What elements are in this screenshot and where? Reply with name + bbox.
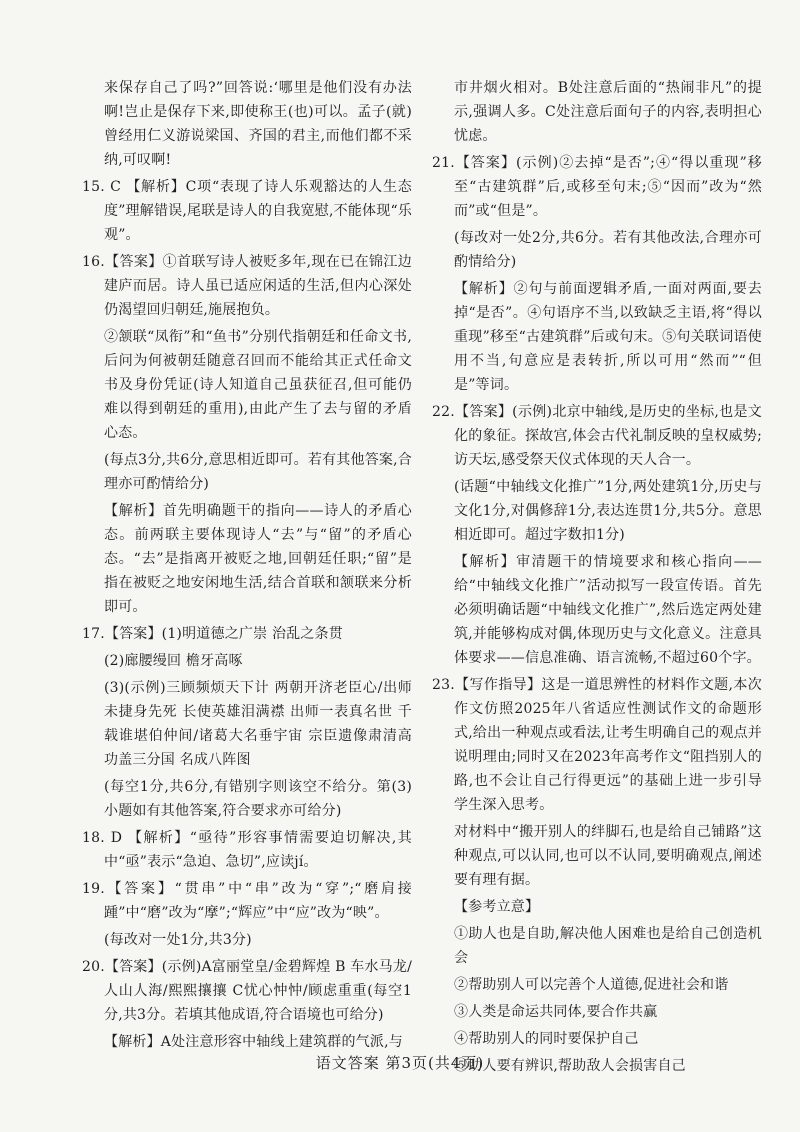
paragraph: (2)廊腰缦回 檐牙高啄 [104,653,243,669]
question-22-answer: 22.【答案】(示例)北京中轴线,是历史的坐标,也是文化的象征。探故宫,体会古代礼制反映的皇权威势;访天坛,感受祭天仪式体现的天人合一。 [432,404,762,468]
list-item: ②帮助别人可以完善个人道德,促进社会和谐 [454,977,729,993]
list-item: ⑤助人要有辨识,帮助敌人会损害自己 [454,1058,686,1074]
analysis: 【解析】审清题干的情境要求和核心指向——给“中轴线文化推广”活动拟写一段宣传语。首先必须明确话题“中轴线文化推广”,然后选定两处建筑,并能够构成对偶,体现历史与文化意义。注意具体要求——信息准确、语言流畅,不超过60个字。 [454,554,762,666]
question-18: 18. D 【解析】“亟待”形容事情需要迫切解决,其中“亟”表示“急迫、急切”,应读jí。 [82,830,412,870]
scoring-note: (每空1分,共6分,有错别字则该空不给分。第(3)小题如有其他答案,符合要求亦可给分) [104,779,412,819]
question-19-answer: 19.【答案】“贯串”中“串”改为“穿”;“磨肩接踵”中“磨”改为“摩”;“辉应”中“应”改为“映”。 [82,881,412,921]
list-item: ③人类是命运共同体,要合作共赢 [454,1004,658,1020]
page-footer: 语文答案 第3页(共4页) [315,1054,485,1072]
question-20-answer: 20.【答案】(示例)A富丽堂皇/金碧辉煌 B 车水马龙/人山人海/熙熙攘攘 C忧心忡忡/顾虑重重(每空1分,共3分。若填其他成语,符合语境也可给分) [82,959,412,1023]
question-15: 15. C 【解析】C项“表现了诗人乐观豁达的人生态度”理解错误,尾联是诗人的自我宽慰,不能体现“乐观”。 [82,179,413,243]
question-23-guide: 23.【写作指导】这是一道思辨性的材料作文题,本次作文仿照2025年八省适应性测试作文的命题形式,给出一种观点或看法,让考生明确自己的观点并说明理由;同时又在2023年高考作文“阻挡别人的路,也不会让自己行得更远”的基础上进一步引导学生深入思考。 [432,677,762,813]
analysis: 【解析】②句与前面逻辑矛盾,一面对两面,要去掉“是否”。④句语序不当,以致缺乏主语,将“得以重现”移至“古建筑群”后或句末。⑤句关联词语使用不当,句意应是表转折,所以可用“然而”“但是”等词。 [454,281,762,393]
question-16-answer: 16.【答案】①首联写诗人被贬多年,现在已在锦江边建庐而居。诗人虽已适应闲适的生活,但内心深处仍渴望回归朝廷,施展抱负。 [82,254,412,318]
left-column [82,76,412,1057]
right-column [432,76,762,1081]
paragraph: ②颔联“凤衔”和“鱼书”分别代指朝廷和任命文书,后问为何被朝廷随意召回而不能给其正式任命文书及身份凭证(诗人知道自己虽获征召,但可能仍难以得到朝廷的重用),由此产生了去与留的矛盾心态。 [104,329,412,441]
paragraph: 对材料中“搬开别人的绊脚石,也是给自己铺路”这种观点,可以认同,也可以不认同,要明确观点,阐述要有理有据。 [454,824,762,888]
analysis: 【解析】首先明确题干的指向——诗人的矛盾心态。前两联主要体现诗人“去”与“留”的矛盾心态。“去”是指离开被贬之地,回朝廷任职;“留”是指在被贬之地安闲地生活,结合首联和颔联来分析即可。 [104,503,412,615]
scoring-note: (每点3分,共6分,意思相近即可。若有其他答案,合理亦可酌情给分) [104,452,412,492]
scoring-note: (话题“中轴线文化推广”1分,两处建筑1分,历史与文化1分,对偶修辞1分,表达连贯1分,共5分。意思相近即可。超过字数扣1分) [454,479,762,543]
list-item: ①助人也是自助,解决他人困难也是给自己创造机会 [454,926,762,966]
list-item: ④帮助别人的同时要保护自己 [454,1031,639,1047]
question-17-answer: 17.【答案】(1)明道德之广崇 治乱之条贯 [82,626,343,642]
analysis: 【解析】A处注意形容中轴线上建筑群的气派,与 [104,1034,403,1050]
question-21-answer: 21.【答案】(示例)②去掉“是否”;④“得以重现”移至“古建筑群”后,或移至句末;⑤“因而”改为“然而”或“但是”。 [432,155,762,219]
paragraph: 来保存自己了吗?”回答说:‘哪里是他们没有办法啊!岂止是保存下来,即使称王(也)可以。孟子(就)曾经用仁义游说梁国、齐国的君主,而他们都不采纳,可叹啊! [104,80,412,168]
analysis: 市井烟火相对。B处注意后面的“热闹非凡”的提示,强调人多。C处注意后面句子的内容,表明担心忧虑。 [454,80,762,144]
reference-ideas-heading: 【参考立意】 [454,899,540,915]
scoring-note: (每改对一处2分,共6分。若有其他改法,合理亦可酌情给分) [454,230,762,270]
paragraph: (3)(示例)三顾频烦天下计 两朝开济老臣心/出师未捷身先死 长使英雄泪满襟 出师一表真名世 千载谁堪伯仲间/诸葛大名垂宇宙 宗臣遗像肃清高 功盖三分国 名成八阵图 [104,680,412,768]
scoring-note: (每改对一处1分,共3分) [104,932,252,948]
